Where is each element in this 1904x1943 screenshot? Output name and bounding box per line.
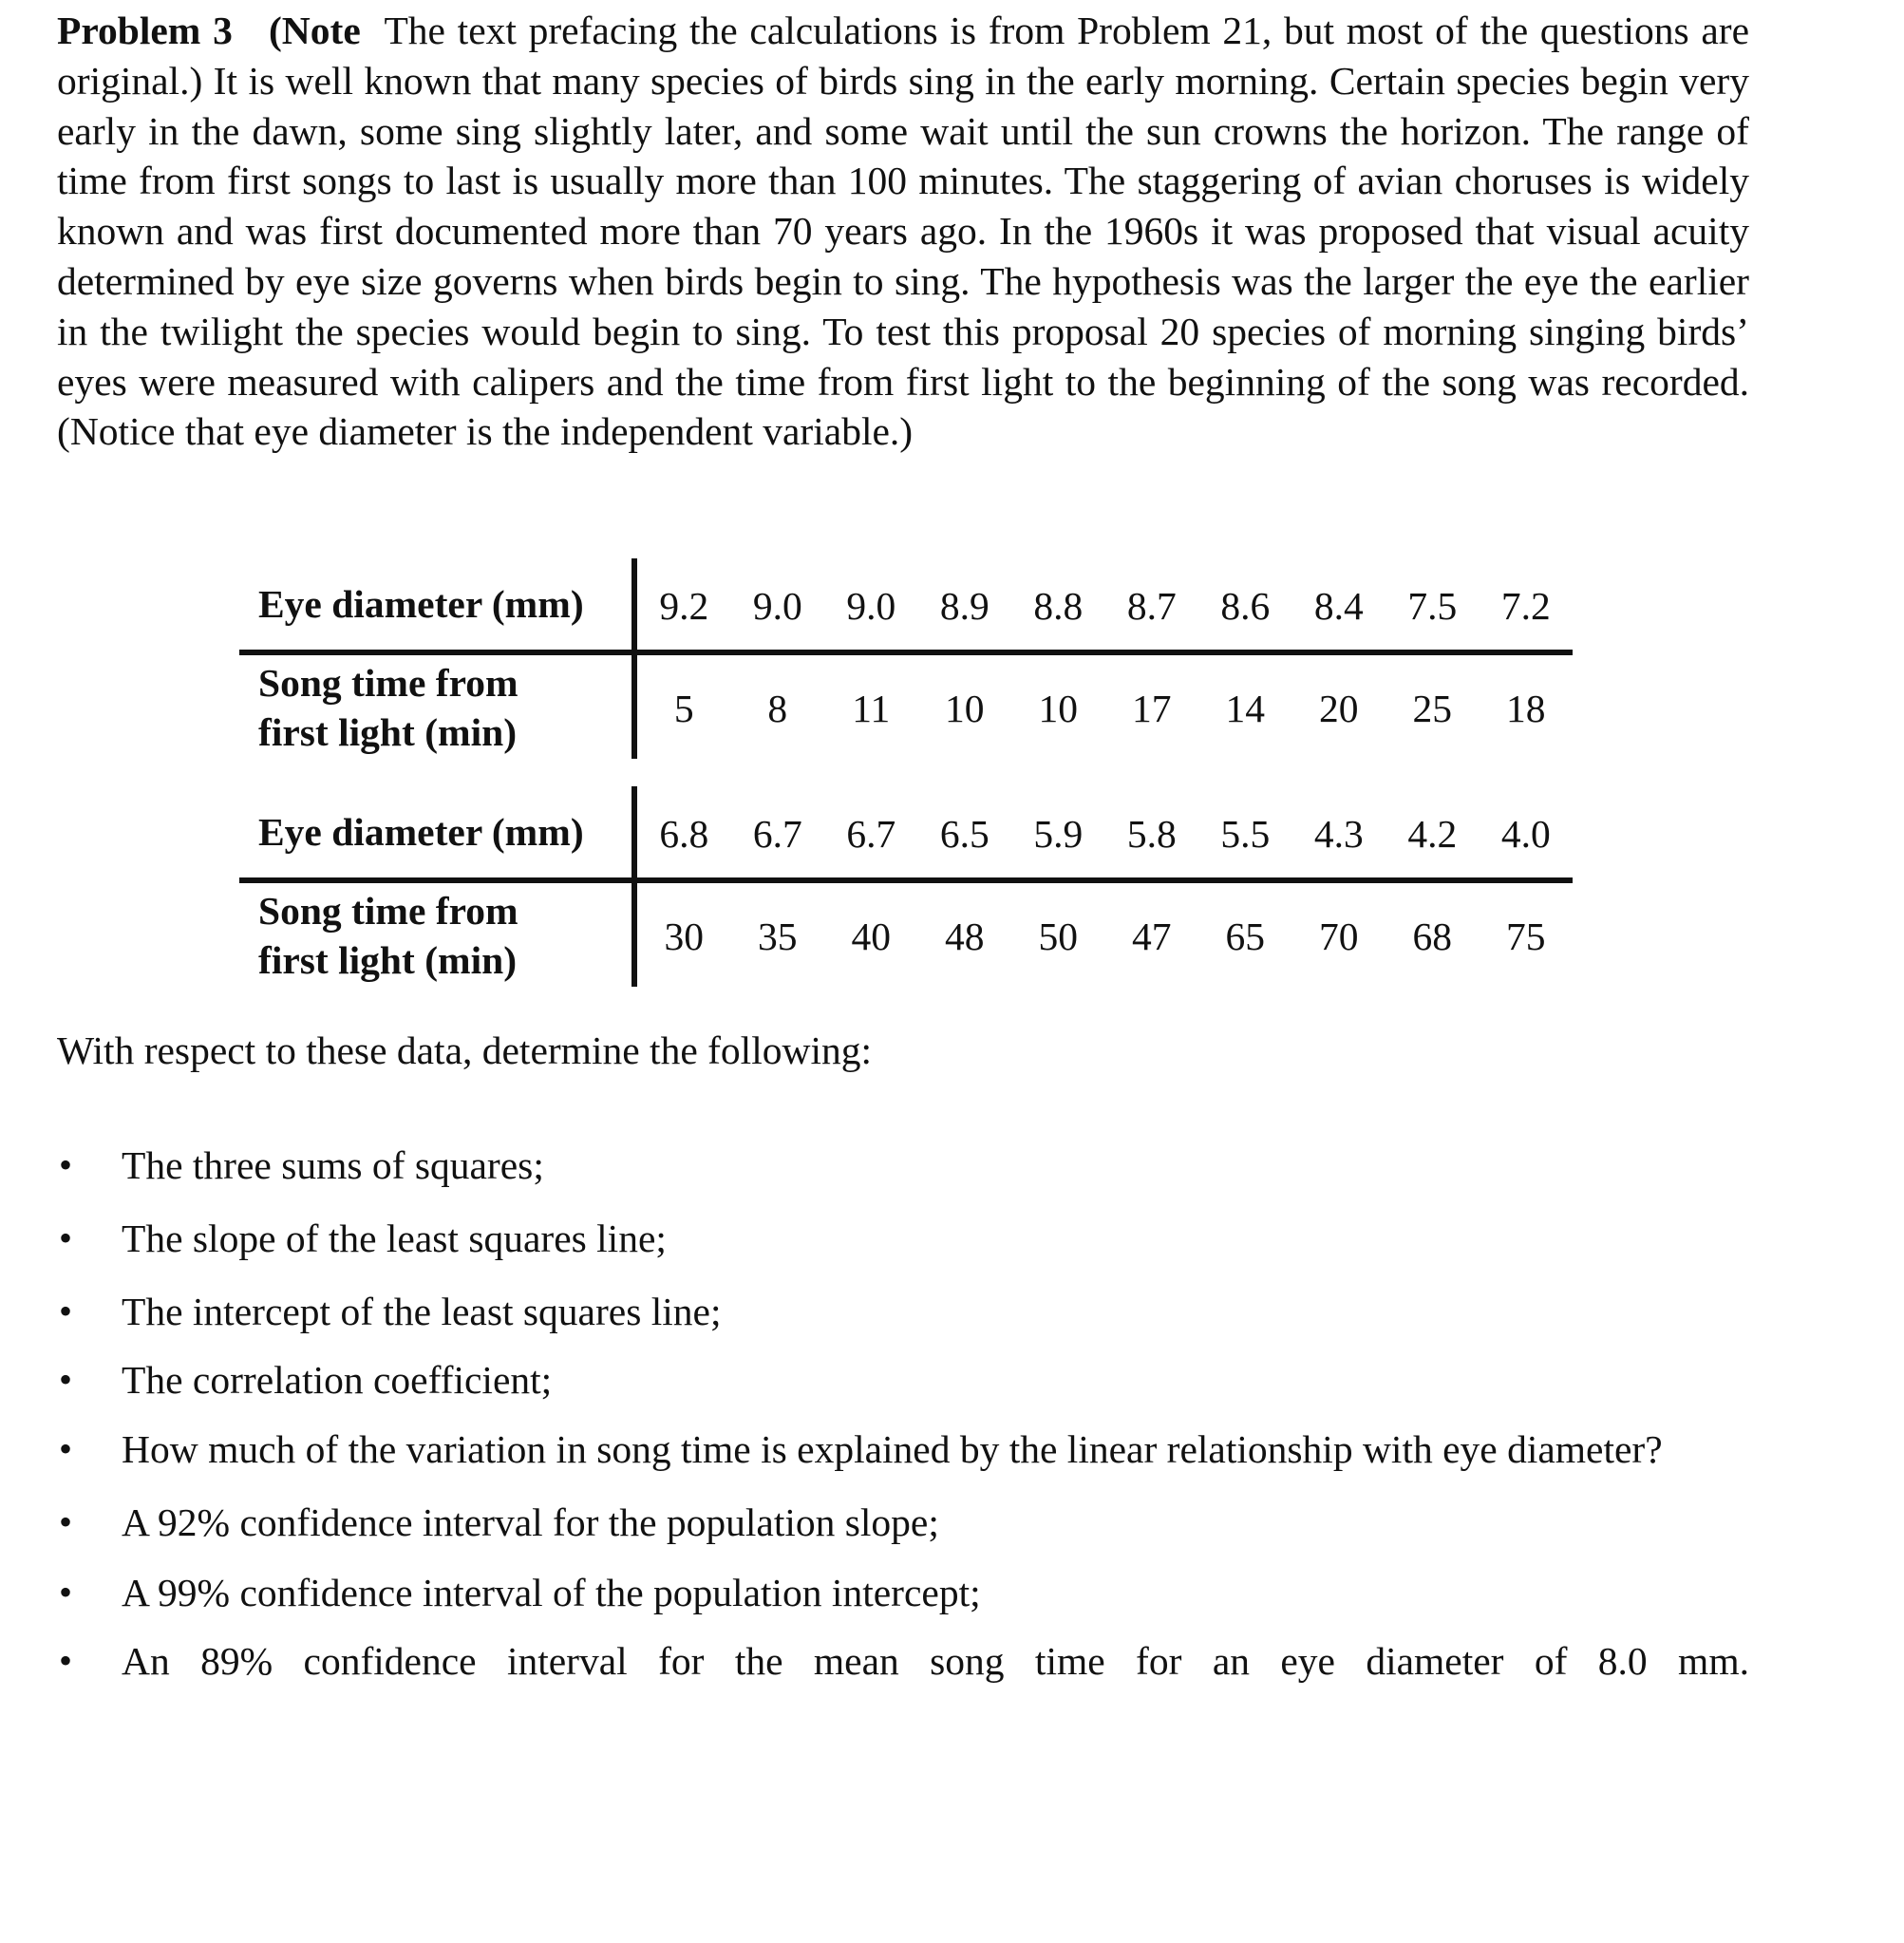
table-cell: 48 bbox=[945, 914, 985, 958]
row-header-song-time bbox=[239, 880, 634, 987]
table-cell: 8.4 bbox=[1292, 558, 1386, 652]
bullet-icon: • bbox=[59, 1217, 73, 1259]
bullet-icon: • bbox=[59, 1358, 73, 1401]
row-header-eye-diameter: Eye diameter (mm) bbox=[239, 786, 634, 880]
table-cell: 35 bbox=[758, 914, 798, 958]
table-row-eye-diameter bbox=[239, 786, 1573, 880]
table-cell: 75 bbox=[1506, 914, 1546, 958]
table-cell: 47 bbox=[1132, 914, 1172, 958]
instructions-prompt: With respect to these data, determine the following: bbox=[57, 1028, 873, 1072]
question-text: The correlation coefficient; bbox=[122, 1358, 553, 1402]
table-cell: 8 bbox=[767, 686, 788, 730]
table-cell: 30 bbox=[664, 914, 704, 958]
table-cell: 17 bbox=[1132, 686, 1172, 730]
problem-statement bbox=[57, 6, 1749, 457]
row-header-line: first light (min) bbox=[258, 937, 518, 982]
table-row-eye-diameter bbox=[239, 558, 1573, 652]
data-table-block-1 bbox=[239, 558, 1573, 759]
question-text: The three sums of squares; bbox=[122, 1143, 544, 1187]
table-cell: 70 bbox=[1319, 914, 1359, 958]
table-cell: 68 bbox=[1412, 914, 1452, 958]
bullet-icon: • bbox=[59, 1143, 73, 1186]
table-cell: 4.3 bbox=[1292, 786, 1386, 880]
bullet-icon: • bbox=[59, 1500, 73, 1543]
table-cell: 10 bbox=[945, 686, 985, 730]
row-header-line: Song time from bbox=[258, 888, 518, 933]
bullet-icon: • bbox=[59, 1639, 73, 1682]
question-text: A 92% confidence interval for the population slope; bbox=[122, 1500, 939, 1544]
bullet-icon: • bbox=[59, 1290, 73, 1332]
question-text: An 89% confidence interval for the mean song time for an eye diameter of 8.0 mm. bbox=[122, 1639, 1749, 1683]
table-cell: 8.9 bbox=[918, 558, 1012, 652]
table-cell: 11 bbox=[852, 686, 891, 730]
question-text: The intercept of the least squares line; bbox=[122, 1290, 722, 1333]
list-item bbox=[57, 1211, 1749, 1266]
table-cell: 40 bbox=[851, 914, 891, 958]
table-cell: 6.8 bbox=[634, 786, 731, 880]
data-table-block-2 bbox=[239, 786, 1573, 987]
table-cell: 4.0 bbox=[1480, 786, 1574, 880]
table-cell: 8.8 bbox=[1011, 558, 1105, 652]
row-header-line: first light (min) bbox=[258, 709, 518, 754]
table-cell: 5 bbox=[673, 686, 694, 730]
row-header-song-time bbox=[239, 652, 634, 759]
question-text: A 99% confidence interval of the population intercept; bbox=[122, 1571, 981, 1614]
bullet-icon: • bbox=[59, 1571, 73, 1613]
table-cell: 9.0 bbox=[824, 558, 918, 652]
question-text: How much of the variation in song time is explained by the linear relationship with eye diameter? bbox=[122, 1427, 1663, 1471]
question-text: The slope of the least squares line; bbox=[122, 1217, 667, 1260]
table-cell: 10 bbox=[1038, 686, 1078, 730]
list-item bbox=[57, 1633, 1749, 1688]
question-list bbox=[57, 1138, 1749, 1688]
list-item bbox=[57, 1352, 1749, 1407]
table-cell: 5.9 bbox=[1011, 786, 1105, 880]
problem-label: Problem 3 bbox=[57, 9, 233, 52]
problem-intro-text: The text prefacing the calculations is from Problem 21, but most of the questions are original.) It is well known that many species of birds sing in the early morning. Certain species begin very early in the dawn, some sing slightly later, and some wait until the sun crowns the horizon. The range of time from first songs to last is usually more than 100 minutes. The staggering of avian choruses is widely known and was first documented more than 70 years ago. In the 1960s it was proposed that visual acuity determined by eye size governs when birds begin to sing. The hypothesis was the larger the eye the earlier in the twilight the species would begin to sing. To test this proposal 20 species of morning singing birds’ eyes were measured with calipers and the time from first light to the beginning of the song was recorded. (Notice that eye diameter is the independent variable.) bbox=[57, 9, 1749, 454]
table-cell: 7.2 bbox=[1480, 558, 1574, 652]
table-cell: 65 bbox=[1225, 914, 1265, 958]
list-item bbox=[57, 1495, 1749, 1550]
table-cell: 18 bbox=[1506, 686, 1546, 730]
table-cell: 9.2 bbox=[634, 558, 731, 652]
table-cell: 8.6 bbox=[1198, 558, 1292, 652]
table-cell: 8.7 bbox=[1105, 558, 1199, 652]
table-row-song-time bbox=[239, 652, 1573, 759]
table-cell: 5.5 bbox=[1198, 786, 1292, 880]
list-item bbox=[57, 1284, 1749, 1339]
table-cell: 50 bbox=[1038, 914, 1078, 958]
table-cell: 20 bbox=[1319, 686, 1359, 730]
list-item bbox=[57, 1565, 1749, 1620]
list-item bbox=[57, 1421, 1749, 1478]
list-item bbox=[57, 1138, 1749, 1193]
table-cell: 7.5 bbox=[1386, 558, 1480, 652]
note-label: (Note bbox=[268, 9, 361, 52]
table-cell: 9.0 bbox=[731, 558, 825, 652]
bullet-icon: • bbox=[59, 1427, 73, 1470]
table-row-song-time bbox=[239, 880, 1573, 987]
table-cell: 25 bbox=[1412, 686, 1452, 730]
table-cell: 14 bbox=[1225, 686, 1265, 730]
table-cell: 4.2 bbox=[1386, 786, 1480, 880]
row-header-line: Song time from bbox=[258, 660, 518, 705]
table-cell: 6.7 bbox=[731, 786, 825, 880]
table-cell: 6.5 bbox=[918, 786, 1012, 880]
row-header-eye-diameter: Eye diameter (mm) bbox=[239, 558, 634, 652]
table-cell: 5.8 bbox=[1105, 786, 1199, 880]
table-cell: 6.7 bbox=[824, 786, 918, 880]
